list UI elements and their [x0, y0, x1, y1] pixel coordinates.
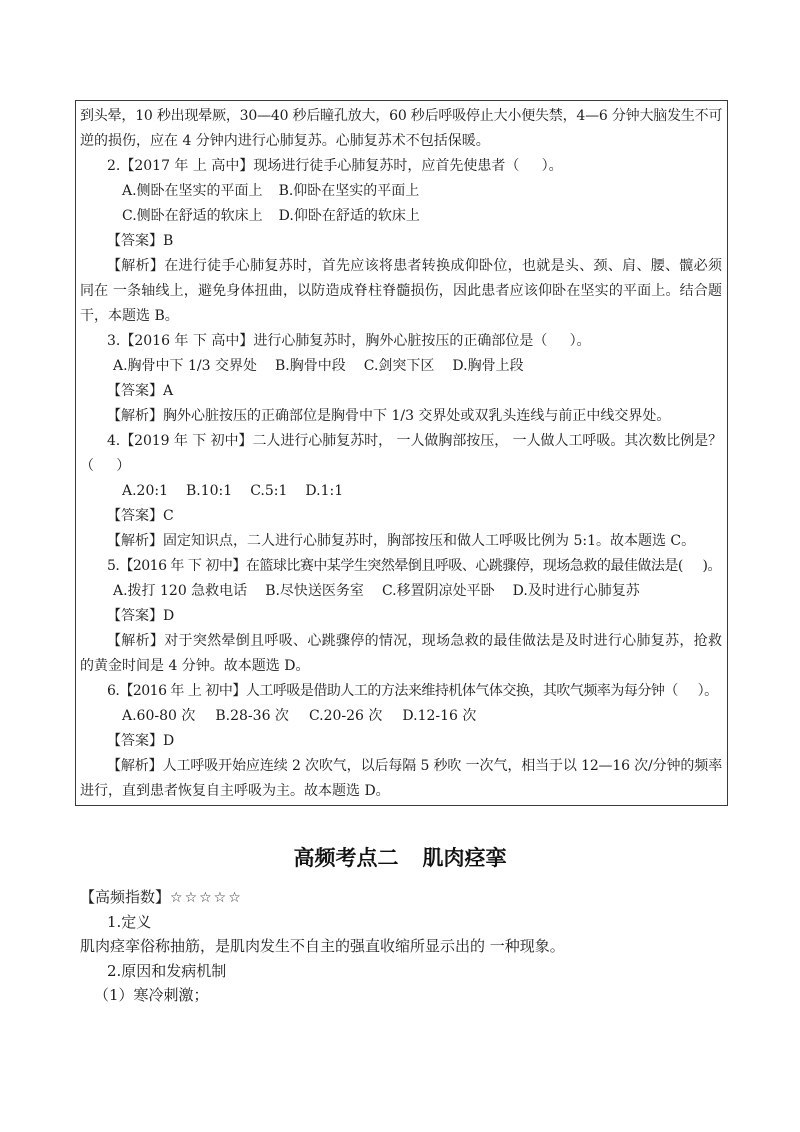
answer-line: [80, 504, 722, 529]
options-row: [80, 704, 722, 729]
question-6: [80, 679, 722, 804]
cause-item: （1）寒冷刺激；: [94, 986, 209, 1004]
analysis-line: 【解析】在进行徒手心肺复苏时，首先应该将患者转换成仰卧位，也就是头、颈、肩、腰、髋必须: [107, 258, 722, 274]
analysis-line: 【解析】固定知识点，二人进行心肺复苏时，胸部按压和做人工呼吸比例为 5:1。故本题选 C。: [107, 533, 696, 549]
option-d: D.仰卧在舒适的软床上: [278, 208, 420, 224]
option-b: B.尽快送医务室: [265, 583, 364, 599]
analysis-line: 的黄金时间是 4 分钟。故本题选 D。: [80, 658, 310, 674]
definition-text: 肌肉痉挛俗称抽筋，是肌肉发生不自主的强直收缩所显示出的 一种现象。: [80, 937, 565, 955]
answer-line: [80, 604, 722, 629]
answer-label: 【答案】: [107, 733, 163, 749]
answer-label: 【答案】: [107, 383, 163, 399]
options-row: [80, 204, 722, 229]
answer-label: 【答案】: [107, 608, 163, 624]
option-c: C.5:1: [250, 483, 288, 499]
answer-value: D: [163, 733, 175, 749]
answer-value: A: [163, 383, 174, 399]
option-b: B.28-36 次: [215, 708, 289, 724]
question-2: [80, 154, 722, 329]
option-d: D.1:1: [305, 483, 344, 499]
analysis-line: 【解析】人工呼吸开始应连续 2 次吹气，以后每隔 5 秒吹 一次气，相当于以 12—16 次/分钟的频率: [107, 758, 722, 774]
options-row: [80, 479, 722, 504]
frequency-index-line: [80, 885, 722, 910]
options-row: [80, 579, 722, 604]
option-d: D.12-16 次: [402, 708, 477, 724]
answer-value: B: [163, 233, 174, 249]
answer-label: 【答案】: [107, 233, 163, 249]
question-stem: 4.【2019 年 下 初中】二人进行心肺复苏时， 一人做胸部按压， 一人做人工呼吸。其次数比例是？: [107, 433, 722, 449]
frequency-stars: ☆☆☆☆☆: [170, 890, 243, 906]
analysis-line: 【解析】对于突然晕倒且呼吸、心跳骤停的情况，现场急救的最佳做法是及时进行心肺复苏，抢救: [107, 633, 722, 649]
option-a: A.侧卧在坚实的平面上: [122, 183, 263, 199]
options-row: [80, 354, 722, 379]
option-a: A.60-80 次: [122, 708, 196, 724]
option-a: A.20:1: [122, 483, 168, 499]
option-a: A.拨打 120 急救电话: [113, 583, 248, 599]
question-stem: 5.【2016 年 下 初中】在篮球比赛中某学生突然晕倒且呼吸、心跳骤停，现场急救的最佳做法是( )。: [107, 558, 722, 574]
option-c: C.移置阴凉处平卧: [381, 583, 495, 599]
section-body: [80, 885, 722, 1008]
question-stem: 3.【2016 年 下 高中】进行心肺复苏时，胸外心脏按压的正确部位是（ ）。: [107, 333, 591, 349]
subheading-causes: 2.原因和发病机制: [107, 961, 227, 980]
option-a: A.胸骨中下 1/3 交界处: [113, 358, 257, 374]
option-c: C.20-26 次: [308, 708, 383, 724]
question-4: [80, 429, 722, 554]
option-d: D.胸骨上段: [452, 358, 524, 374]
option-b: B.10:1: [186, 483, 233, 499]
exercise-box: [75, 100, 728, 806]
options-row: [80, 179, 722, 204]
analysis-line: 【解析】胸外心脏按压的正确部位是胸骨中下 1/3 交界处或双乳头连线与前正中线交界处。: [107, 408, 671, 424]
option-c: C.侧卧在舒适的软床上: [122, 208, 263, 224]
answer-line: [80, 379, 722, 404]
answer-line: [80, 729, 722, 754]
frequency-index-label: 【高频指数】: [80, 888, 171, 906]
analysis-continued-line: 逆的损伤，应在 4 分钟内进行心肺复苏。心肺复苏术不包括保暖。: [80, 133, 490, 149]
section-title: [0, 845, 800, 871]
question-5: [80, 554, 722, 679]
question-3: [80, 329, 722, 429]
option-d: D.及时进行心肺复苏: [512, 583, 640, 599]
option-c: C.剑突下区: [363, 358, 435, 374]
option-b: B.仰卧在坚实的平面上: [278, 183, 420, 199]
section-number: 高频考点二: [293, 846, 399, 870]
answer-label: 【答案】: [107, 508, 163, 524]
question-stem: 6.【2016 年 上 初中】人工呼吸是借助人工的方法来维持机体气体交换，其吹气频率为每分钟（ ）。: [107, 683, 718, 699]
analysis-line: 干，本题选 B。: [80, 308, 179, 324]
section-name: 肌肉痉挛: [422, 846, 507, 870]
analysis-line: 同在 一条轴线上，避免身体扭曲，以防造成脊柱脊髓损伤，因此患者应该仰卧在坚实的平面上。结合题: [80, 283, 722, 299]
analysis-line: 进行，直到患者恢复自主呼吸为主。故本题选 D。: [80, 783, 390, 799]
answer-value: D: [163, 608, 175, 624]
analysis-continued-line: 到头晕，10 秒出现晕厥，30—40 秒后瞳孔放大，60 秒后呼吸停止大小便失禁，4—6 分钟大脑发生不可: [80, 108, 723, 124]
question-stem-continued: （ ）: [80, 458, 131, 474]
subheading-definition: 1.定义: [107, 912, 152, 931]
answer-value: C: [163, 508, 174, 524]
question-stem: 2.【2017 年 上 高中】现场进行徒手心肺复苏时，应首先使患者（ ）。: [107, 158, 563, 174]
option-b: B.胸骨中段: [275, 358, 346, 374]
answer-line: [80, 229, 722, 254]
